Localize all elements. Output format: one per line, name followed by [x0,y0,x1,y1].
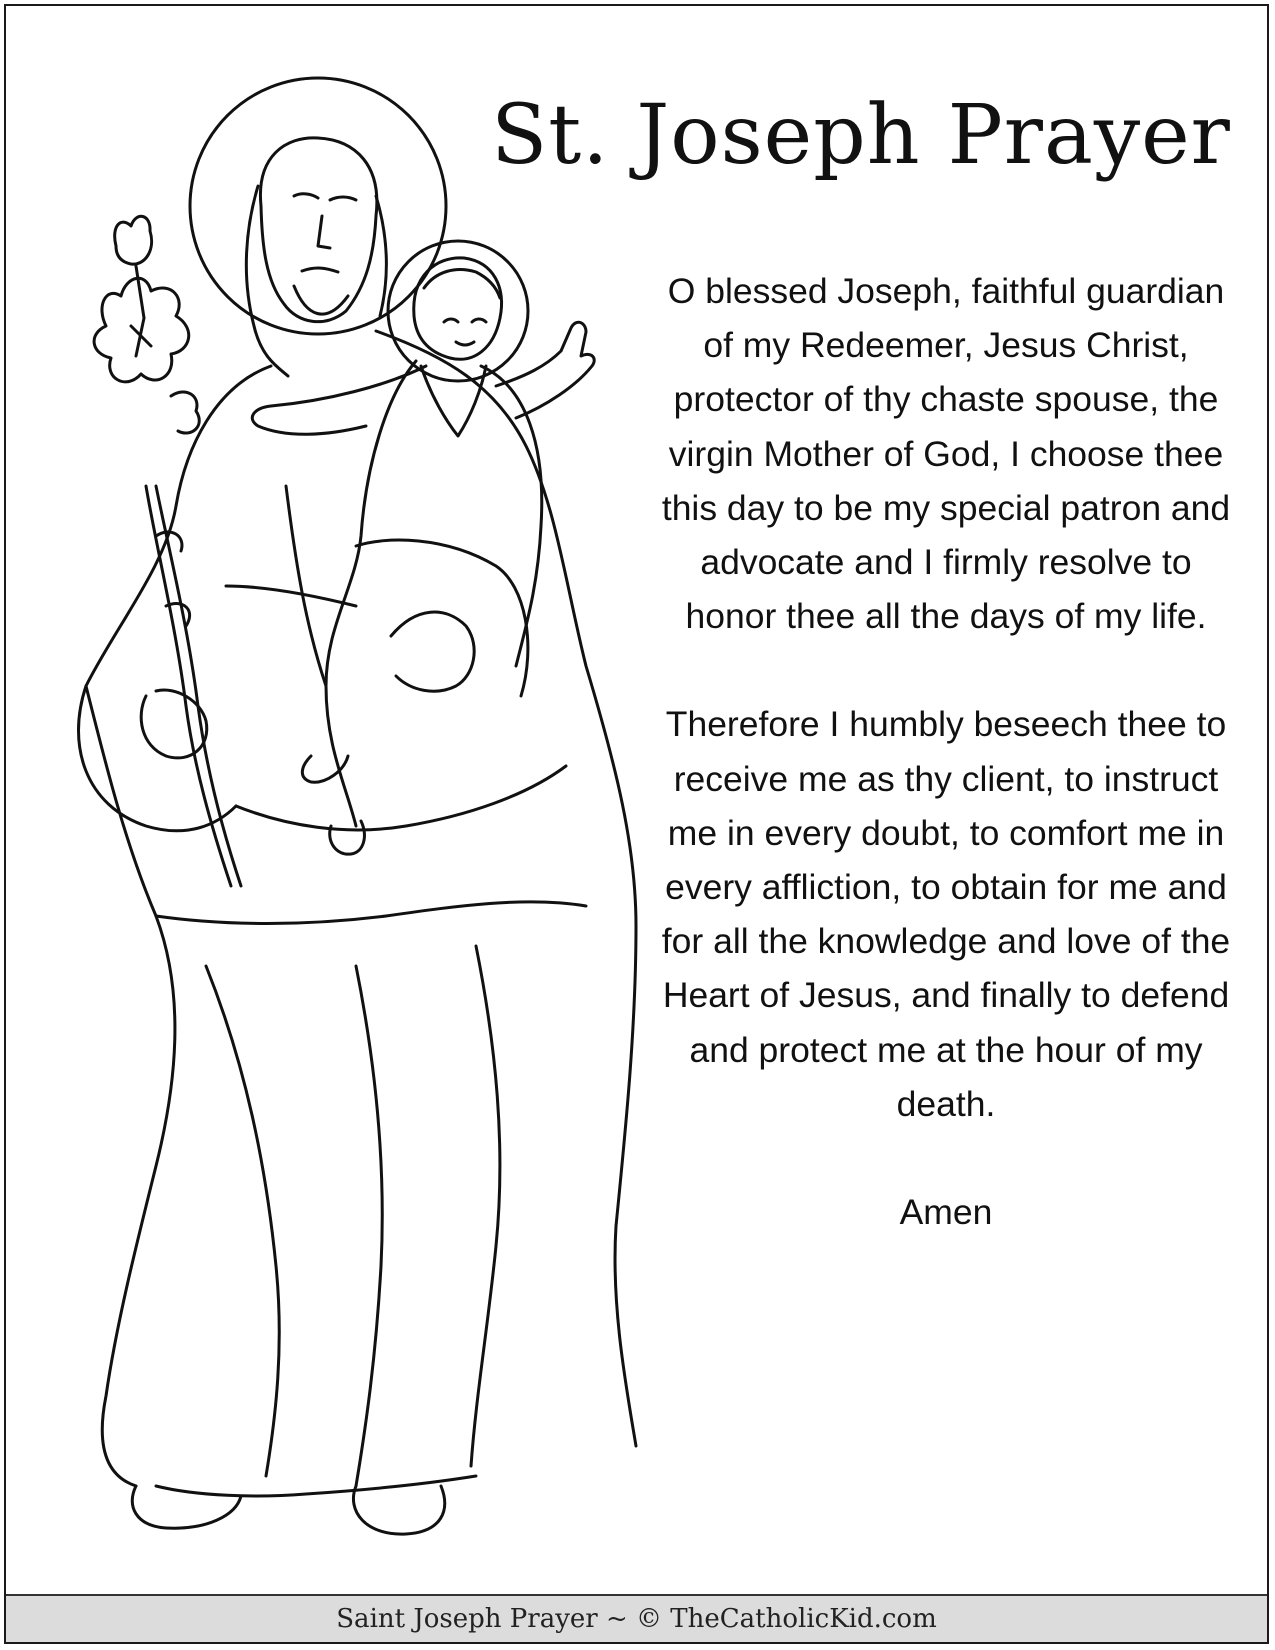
prayer-paragraph-1: O blessed Joseph, faithful guardian of my Redeemer, Jesus Christ, protector of thy chaste spouse, the virgin Mother of God, I choose thee this day to be my special patron and advocate and I firmly resolve to honor thee all the days of my life. [661,271,1231,637]
page-title: St. Joseph Prayer [491,88,1231,183]
lily-stem [146,486,231,886]
coloring-page [4,4,1269,1644]
joseph-halo [190,78,446,334]
footer-credit: Saint Joseph Prayer ~ © TheCatholicKid.com [6,1594,1267,1642]
prayer-text [661,264,1231,1239]
prayer-paragraph-2: Therefore I humbly beseech thee to receive me as thy client, to instruct me in every doubt, to comfort me in every affliction, to obtain for me and for all the knowledge and love of the Heart of Jesus, and finally to defend and protect me at the hour of my death. [661,704,1231,1124]
st-joseph-illustration [26,66,676,1566]
joseph-mantle [79,366,272,831]
prayer-closing: Amen [899,1192,993,1233]
